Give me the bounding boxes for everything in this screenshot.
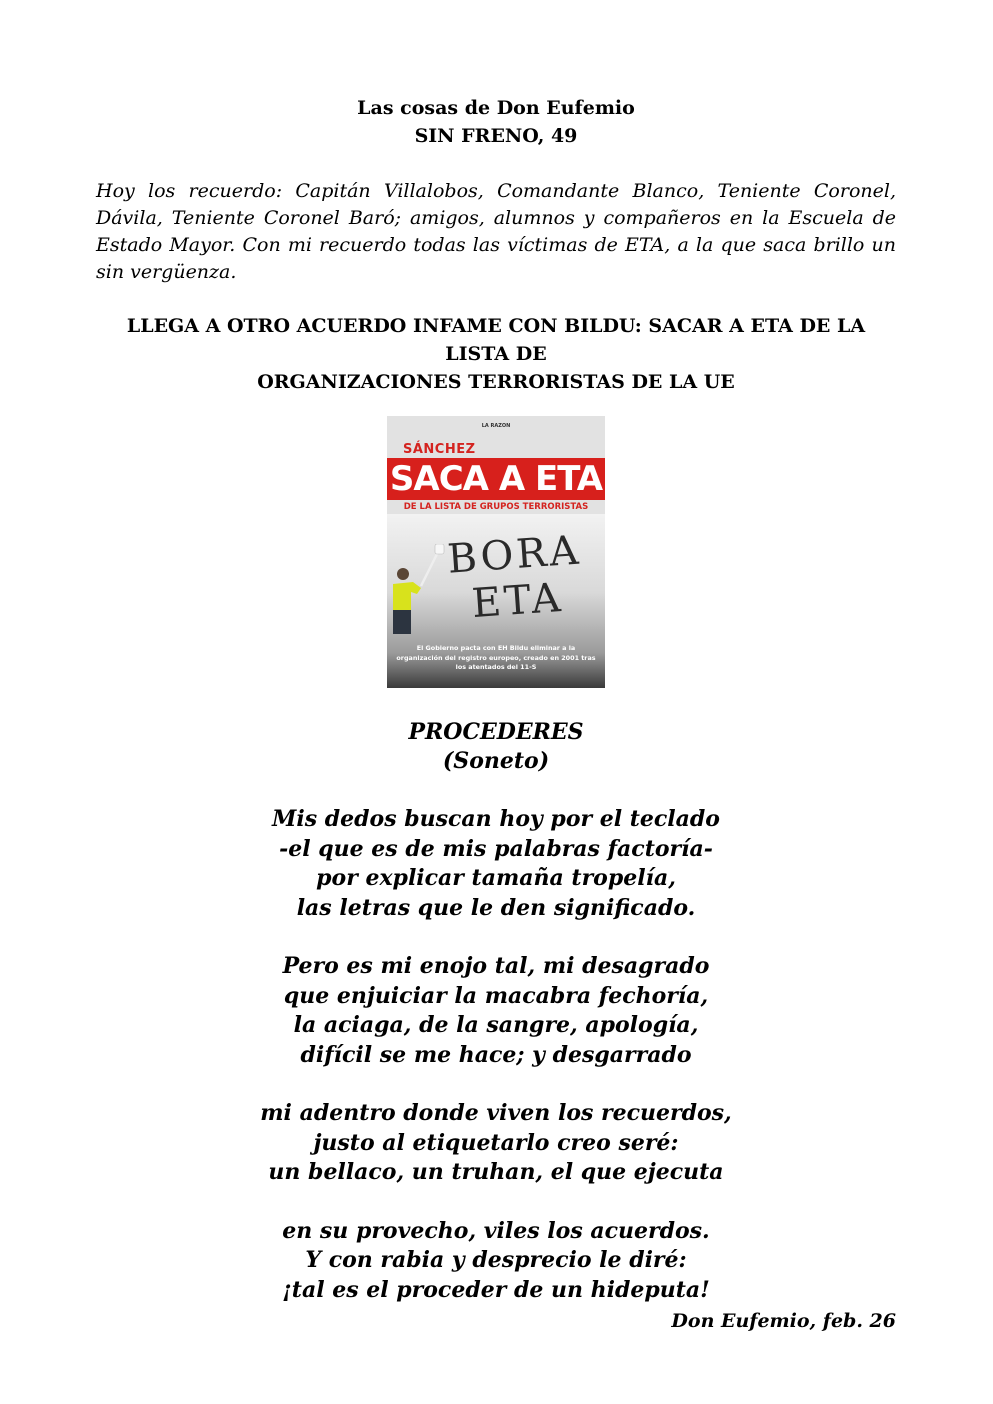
poem-line: justo al etiquetarlo creo seré: — [313, 1129, 679, 1156]
poem-stanza-1 — [96, 805, 896, 923]
poem-line: ¡tal es el proceder de un hideputa! — [282, 1276, 710, 1303]
poem-line: -el que es de mis palabras factoría- — [279, 835, 713, 862]
intro-paragraph: Hoy los recuerdo: Capitán Villalobos, Comandante Blanco, Teniente Coronel, Dávila, Teniente Coronel Baró; amigos, alumnos y compañeros en la Escuela de Estado Mayor. Con mi recuerdo todas las víctimas de ETA, a la que saca brillo un sin vergüenza. — [96, 180, 896, 283]
poem-heading — [96, 718, 896, 776]
poem-line: las letras que le den significado. — [296, 894, 696, 921]
poem-stanza-2 — [96, 952, 896, 1070]
poem-line: un bellaco, un truhan, el que ejecuta — [268, 1159, 724, 1185]
cover-graffiti-text — [428, 526, 604, 630]
poem-line: Mis dedos buscan hoy por el teclado — [272, 806, 720, 832]
poem-line: por explicar tamaña tropelía, — [316, 865, 676, 891]
poem-line: que enjuiciar la macabra fechoría, — [283, 982, 709, 1009]
document-subtitle: SIN FRENO, 49 — [414, 125, 578, 147]
news-headline — [96, 312, 896, 396]
poem-stanza-4 — [96, 1217, 896, 1306]
cover-top-word: SÁNCHEZ — [403, 442, 476, 457]
cover-red-banner: SACA A ETA — [387, 458, 605, 500]
poem-line: la aciaga, de la sangre, apología, — [293, 1012, 699, 1038]
document-page — [96, 94, 896, 1335]
worker-figure-icon — [387, 544, 447, 634]
newspaper-cover-image — [387, 416, 605, 688]
document-title: Las cosas de Don Eufemio — [357, 97, 635, 119]
document-header — [96, 94, 896, 150]
poem-line: Y con rabia y desprecio le diré: — [305, 1247, 687, 1273]
poem-signature: Don Eufemio, feb. 26 — [671, 1310, 896, 1332]
headline-line-1: LLEGA A OTRO ACUERDO INFAME CON BILDU: SACAR A ETA DE LA LISTA DE — [126, 315, 866, 365]
poem-stanza-3 — [96, 1099, 896, 1188]
cover-caption: El Gobierno pacta con EH Bildu eliminar a la organización del registro europeo, creado en 2001 tras los atentados del 11-S — [396, 644, 596, 671]
poem-line: en su provecho, viles los acuerdos. — [282, 1217, 710, 1244]
cover-masthead: LA RAZON — [481, 423, 511, 429]
graffiti-line-1: BORA — [445, 527, 583, 583]
poem-form: (Soneto) — [442, 748, 550, 774]
poem-line: difícil se me hace; y desgarrado — [300, 1041, 692, 1068]
poem-line: mi adentro donde viven los recuerdos, — [260, 1100, 732, 1126]
graffiti-line-2: ETA — [470, 574, 565, 628]
headline-line-2: ORGANIZACIONES TERRORISTAS DE LA UE — [257, 371, 735, 393]
poem-line: Pero es mi enojo tal, mi desagrado — [282, 953, 710, 979]
cover-banner-subtitle: DE LA LISTA DE GRUPOS TERRORISTAS — [403, 502, 589, 512]
poem-title: PROCEDERES — [408, 719, 584, 745]
